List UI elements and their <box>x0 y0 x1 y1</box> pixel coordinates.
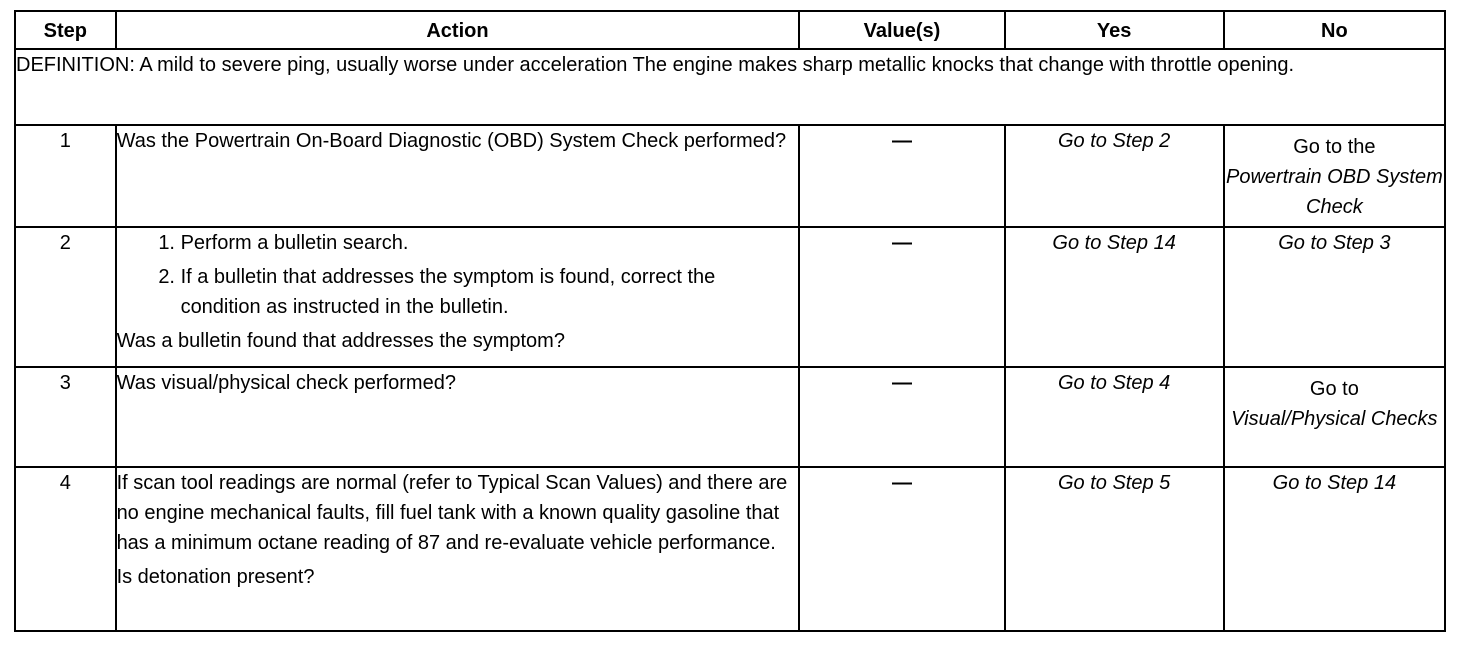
step-number: 1 <box>15 125 116 227</box>
definition-row <box>15 49 1445 125</box>
header-yes: Yes <box>1005 11 1224 49</box>
action-text: Was visual/physical check performed? <box>116 367 800 467</box>
action-list-item: 2. If a bulletin that addresses the symptom is found, correct the condition as instructed in the bulletin. <box>181 262 799 322</box>
yes-cell: Go to Step 14 <box>1005 227 1224 367</box>
step-number: 4 <box>15 467 116 631</box>
action-list-item: 1. Perform a bulletin search. <box>181 228 799 258</box>
value-cell: — <box>799 467 1004 631</box>
action-text <box>116 467 800 631</box>
header-row <box>15 11 1445 49</box>
table-row <box>15 227 1445 367</box>
value-cell: — <box>799 367 1004 467</box>
no-target-link: Powertrain OBD System Check <box>1226 166 1443 218</box>
step-number: 2 <box>15 227 116 367</box>
yes-cell: Go to Step 4 <box>1005 367 1224 467</box>
table-row <box>15 125 1445 227</box>
no-cell <box>1224 125 1445 227</box>
no-prefix: Go to <box>1309 378 1359 400</box>
table-row <box>15 467 1445 631</box>
definition-text: DEFINITION: A mild to severe ping, usually worse under acceleration The engine makes sharp metallic knocks that change with throttle opening. <box>15 49 1445 125</box>
value-cell: — <box>799 125 1004 227</box>
action-question: Was a bulletin found that addresses the symptom? <box>116 330 565 352</box>
no-prefix: Go to the <box>1293 136 1376 158</box>
no-cell: Go to Step 3 <box>1224 227 1445 367</box>
action-question: Is detonation present? <box>116 566 315 588</box>
table-row <box>15 367 1445 467</box>
header-no: No <box>1224 11 1445 49</box>
step-number: 3 <box>15 367 116 467</box>
no-target-link: Visual/Physical Checks <box>1231 408 1438 430</box>
header-action: Action <box>116 11 800 49</box>
diagnostic-table <box>14 10 1446 632</box>
header-step: Step <box>15 11 116 49</box>
no-cell <box>1224 367 1445 467</box>
header-values: Value(s) <box>799 11 1004 49</box>
no-cell: Go to Step 14 <box>1224 467 1445 631</box>
action-paragraph: If scan tool readings are normal (refer to Typical Scan Values) and there are no engine mechanical faults, fill fuel tank with a known quality gasoline that has a minimum octane reading of 87 and re-evaluate vehicle performance. <box>116 472 788 554</box>
yes-cell: Go to Step 2 <box>1005 125 1224 227</box>
yes-cell: Go to Step 5 <box>1005 467 1224 631</box>
action-list <box>117 228 799 322</box>
action-text <box>116 227 800 367</box>
action-text: Was the Powertrain On-Board Diagnostic (OBD) System Check performed? <box>116 125 800 227</box>
value-cell: — <box>799 227 1004 367</box>
